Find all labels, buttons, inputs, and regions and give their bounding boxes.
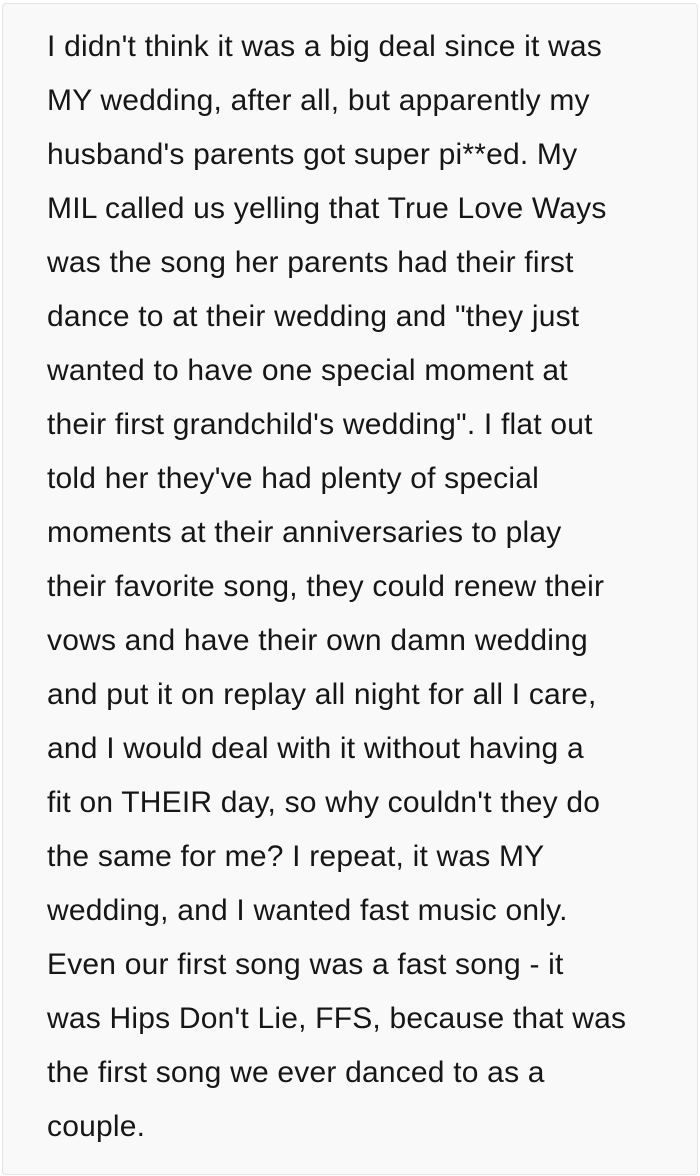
text-line: dance to at their wedding and "they just [47, 300, 580, 333]
story-paragraph [3, 4, 697, 1154]
text-line: MY wedding, after all, but apparently my [47, 84, 590, 117]
text-line: fit on THEIR day, so why couldn't they do [47, 786, 601, 819]
text-line: wanted to have one special moment at [47, 354, 568, 387]
text-line: their favorite song, they could renew their [47, 570, 605, 603]
text-line: and put it on replay all night for all I care, [47, 678, 597, 711]
text-line: was Hips Don't Lie, FFS, because that was [47, 1002, 627, 1035]
text-line: wedding, and I wanted fast music only. [47, 894, 568, 927]
text-line: their first grandchild's wedding". I flat out [47, 408, 593, 441]
story-text-card [2, 3, 698, 1175]
text-line: was the song her parents had their first [47, 246, 574, 279]
text-line: MIL called us yelling that True Love Ways [47, 192, 607, 225]
text-line: the same for me? I repeat, it was MY [47, 840, 545, 873]
text-line: husband's parents got super pi**ed. My [47, 138, 578, 171]
text-line: couple. [47, 1110, 146, 1143]
text-line: the first song we ever danced to as a [47, 1056, 545, 1089]
text-line: vows and have their own damn wedding [47, 624, 588, 657]
text-line: and I would deal with it without having a [47, 732, 584, 765]
text-line: moments at their anniversaries to play [47, 516, 562, 549]
text-line: told her they've had plenty of special [47, 462, 539, 495]
text-line: I didn't think it was a big deal since it was [47, 30, 603, 63]
text-line: Even our first song was a fast song - it [47, 948, 564, 981]
